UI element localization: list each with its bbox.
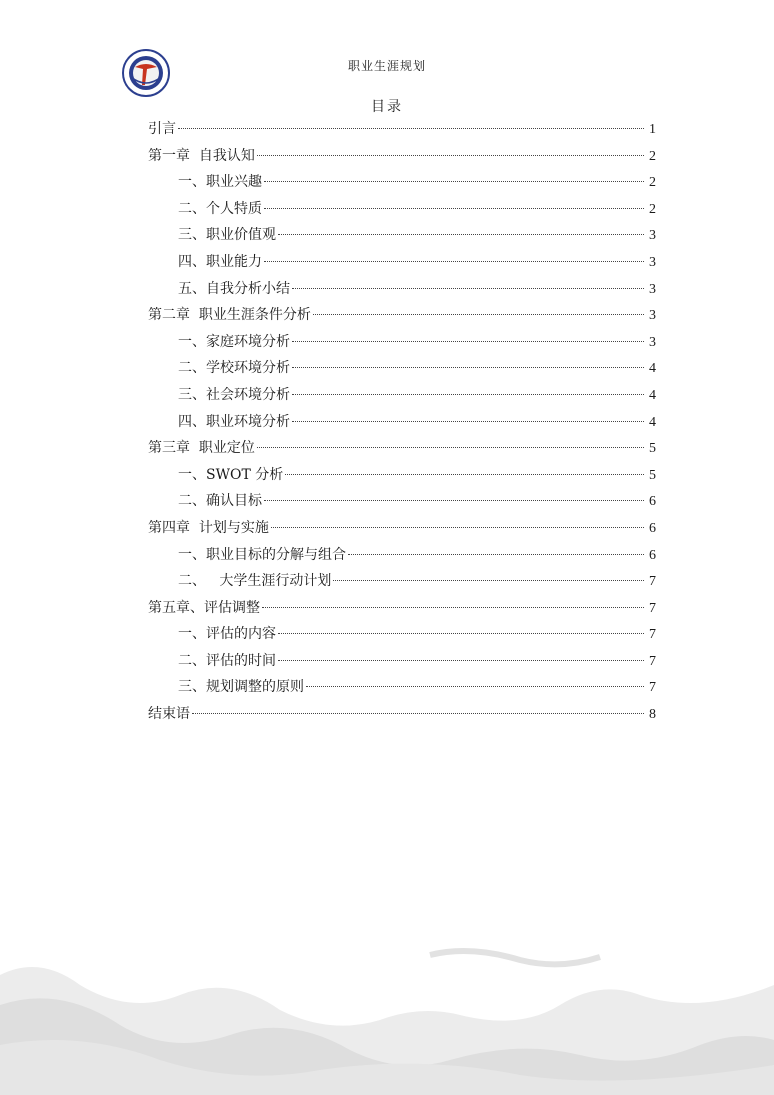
toc-entry-label: 二、确认目标	[178, 493, 262, 510]
toc-entry-label: 一、职业目标的分解与组合	[178, 546, 346, 563]
toc-title: 目录	[371, 99, 403, 115]
toc-entry[interactable]	[148, 355, 656, 382]
toc-entry-page: 8	[649, 707, 656, 723]
toc-entry-page: 7	[649, 600, 656, 616]
header-title: 职业生涯规划	[347, 59, 426, 73]
toc-entry-label: 引言	[148, 121, 176, 137]
toc-entry-label: 第四章 计划与实施	[148, 519, 269, 536]
toc-entry-page: 7	[649, 680, 656, 696]
toc-entry-page: 3	[649, 334, 656, 350]
toc-entry[interactable]	[148, 488, 656, 515]
toc-entry-page: 7	[649, 574, 656, 590]
toc-entry-label: 二、学校环境分析	[178, 360, 290, 377]
toc-entry[interactable]	[148, 435, 656, 462]
toc-entry-page: 4	[649, 361, 656, 377]
toc-entry-label: 三、规划调整的原则	[178, 679, 304, 696]
table-of-contents	[148, 116, 656, 728]
toc-entry[interactable]	[148, 222, 656, 249]
toc-entry[interactable]	[148, 462, 656, 489]
toc-leader-dots	[257, 447, 644, 448]
toc-leader-dots	[292, 367, 644, 368]
toc-leader-dots	[257, 155, 644, 156]
toc-entry[interactable]	[148, 116, 656, 143]
toc-entry-page: 5	[649, 441, 656, 457]
toc-entry[interactable]	[148, 595, 656, 622]
toc-entry-page: 2	[649, 175, 656, 191]
toc-entry-label: 第五章、评估调整	[148, 599, 260, 616]
toc-entry-label: 三、职业价值观	[178, 227, 276, 244]
toc-entry-label: 三、社会环境分析	[178, 386, 290, 403]
toc-leader-dots	[192, 713, 644, 714]
toc-entry[interactable]	[148, 329, 656, 356]
toc-entry-label: 第二章 职业生涯条件分析	[148, 307, 311, 324]
toc-entry-page: 3	[649, 254, 656, 270]
toc-leader-dots	[278, 234, 644, 235]
toc-entry-label: 一、评估的内容	[178, 626, 276, 643]
toc-entry[interactable]	[148, 302, 656, 329]
toc-entry-label: 一、职业兴趣	[178, 174, 262, 191]
toc-entry-page: 2	[649, 148, 656, 164]
toc-entry[interactable]	[148, 382, 656, 409]
toc-entry-page: 1	[649, 122, 656, 137]
toc-entry-page: 6	[649, 547, 656, 563]
toc-entry[interactable]	[148, 143, 656, 170]
toc-leader-dots	[264, 261, 644, 262]
toc-entry-page: 4	[649, 414, 656, 430]
toc-entry-page: 7	[649, 627, 656, 643]
toc-leader-dots	[264, 181, 644, 182]
toc-leader-dots	[292, 421, 644, 422]
toc-entry[interactable]	[148, 169, 656, 196]
toc-entry[interactable]	[148, 568, 656, 595]
toc-entry[interactable]	[148, 648, 656, 675]
toc-entry-label: 五、自我分析小结	[178, 280, 290, 297]
toc-leader-dots	[292, 394, 644, 395]
toc-entry[interactable]	[148, 196, 656, 223]
toc-entry-page: 2	[649, 201, 656, 217]
toc-leader-dots	[306, 686, 644, 687]
toc-leader-dots	[278, 633, 644, 634]
toc-leader-dots	[264, 500, 644, 501]
toc-entry-label: 一、家庭环境分析	[178, 333, 290, 350]
toc-entry-label: 结束语	[148, 706, 190, 723]
toc-leader-dots	[348, 554, 644, 555]
toc-entry-page: 3	[649, 308, 656, 324]
toc-leader-dots	[333, 580, 644, 581]
toc-entry[interactable]	[148, 515, 656, 542]
toc-entry-page: 3	[649, 228, 656, 244]
toc-entry-label: 第三章 职业定位	[148, 440, 255, 457]
toc-leader-dots	[313, 314, 644, 315]
toc-entry-label: 二、个人特质	[178, 200, 262, 217]
toc-leader-dots	[285, 474, 644, 475]
toc-entry-label: 二、 大学生涯行动计划	[178, 573, 332, 590]
mountain-background	[0, 915, 774, 1095]
toc-leader-dots	[278, 660, 644, 661]
toc-entry-page: 4	[649, 387, 656, 403]
toc-entry-label: 第一章 自我认知	[148, 147, 255, 164]
toc-leader-dots	[264, 208, 644, 209]
toc-entry[interactable]	[148, 542, 656, 569]
toc-entry[interactable]	[148, 701, 656, 728]
toc-leader-dots	[262, 607, 644, 608]
toc-entry[interactable]	[148, 276, 656, 303]
toc-leader-dots	[271, 527, 644, 528]
toc-entry[interactable]	[148, 674, 656, 701]
toc-entry[interactable]	[148, 621, 656, 648]
toc-leader-dots	[292, 341, 644, 342]
toc-leader-dots	[292, 288, 644, 289]
toc-entry-page: 6	[649, 494, 656, 510]
toc-entry-page: 5	[649, 467, 656, 483]
toc-entry-label: 四、职业能力	[178, 253, 262, 270]
toc-entry-label: 四、职业环境分析	[178, 413, 290, 430]
toc-entry-label: 二、评估的时间	[178, 652, 276, 669]
toc-leader-dots	[178, 128, 644, 129]
toc-entry-page: 6	[649, 520, 656, 536]
toc-entry-page: 7	[649, 653, 656, 669]
toc-entry-page: 3	[649, 281, 656, 297]
toc-entry[interactable]	[148, 249, 656, 276]
toc-entry-label: 一、SWOT 分析	[178, 466, 284, 483]
toc-entry[interactable]	[148, 409, 656, 436]
